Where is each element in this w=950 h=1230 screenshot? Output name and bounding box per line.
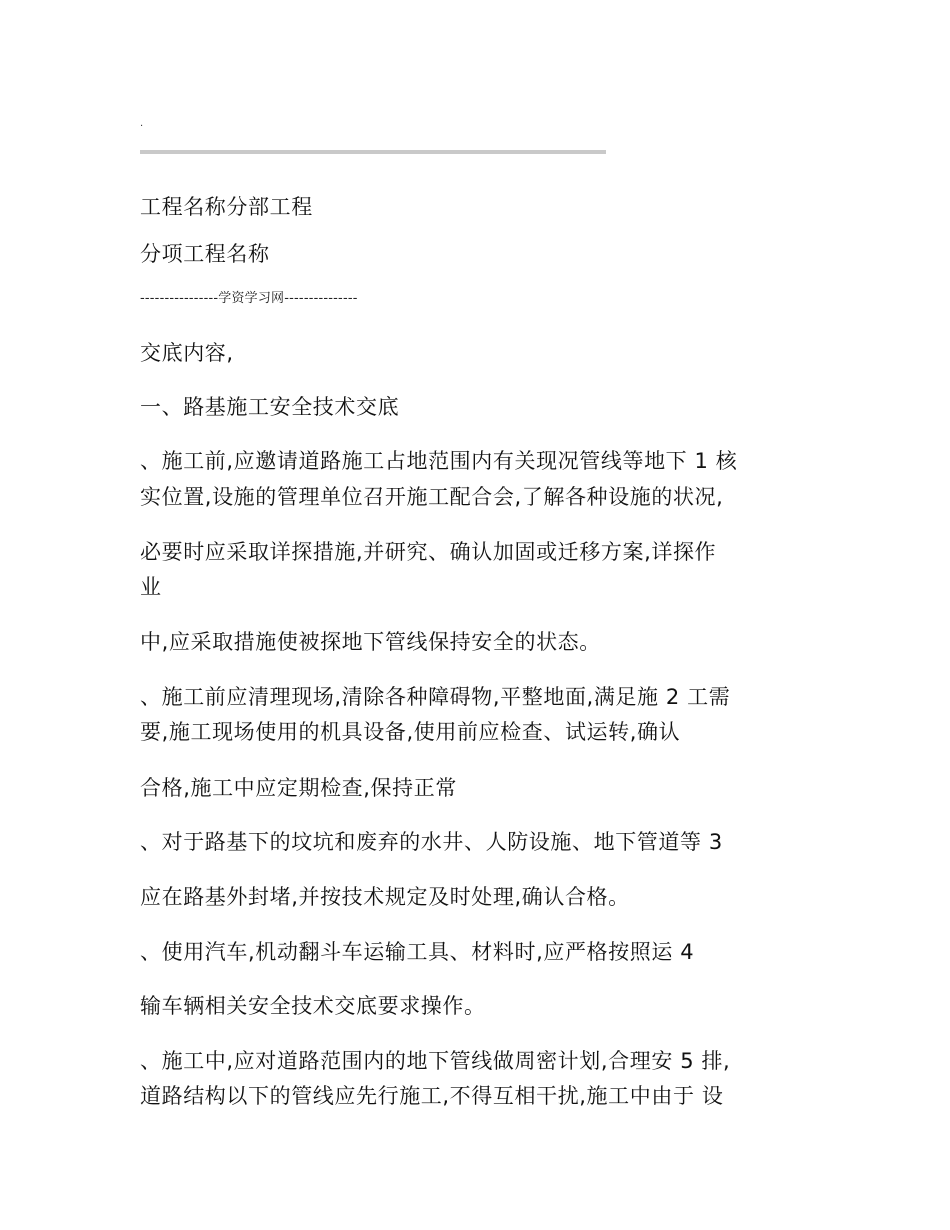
paragraph-line: 道路结构以下的管线应先行施工,不得互相干扰,施工中由于 设 [140, 1084, 724, 1108]
sub-item-name-label: 分项工程名称 [140, 242, 270, 266]
paragraph-line: 中,应采取措施使被探地下管线保持安全的状态。 [140, 630, 601, 654]
paragraph-line: 、施工前,应邀请道路施工占地范围内有关现况管线等地下 1 核 [140, 449, 738, 473]
section-title: 一、路基施工安全技术交底 [140, 395, 400, 419]
intro-text: 交底内容, [140, 341, 234, 365]
paragraph-line: 输车辆相关安全技术交底要求操作。 [140, 994, 486, 1018]
header-rule [140, 150, 606, 154]
watermark-separator: ----------------学资学习网--------------- [140, 291, 358, 306]
paragraph-line: 必要时应采取详探措施,并研究、确认加固或迁移方案,详探作 [140, 540, 717, 564]
paragraph-line: 、施工中,应对道路范围内的地下管线做周密计划,合理安 5 排, [140, 1049, 731, 1073]
paragraph-line: 应在路基外封堵,并按技术规定及时处理,确认合格。 [140, 885, 630, 909]
paragraph-line: 合格,施工中应定期检查,保持正常 [140, 776, 457, 800]
paragraph-line: 、使用汽车,机动翻斗车运输工具、材料时,应严格按照运 4 [140, 940, 695, 964]
paragraph-line: 要,施工现场使用的机具设备,使用前应检查、试运转,确认 [140, 720, 681, 744]
paragraph-line: 、施工前应清理现场,清除各种障碍物,平整地面,满足施 2 工需 [140, 685, 731, 709]
project-name-label: 工程名称分部工程 [140, 195, 313, 219]
paragraph-line: 、对于路基下的坟坑和废弃的水井、人防设施、地下管道等 3 [140, 830, 723, 854]
header-dot: . [140, 118, 144, 129]
paragraph-line: 实位置,设施的管理单位召开施工配合会,了解各种设施的状况, [140, 485, 724, 509]
paragraph-line: 业 [140, 575, 162, 599]
